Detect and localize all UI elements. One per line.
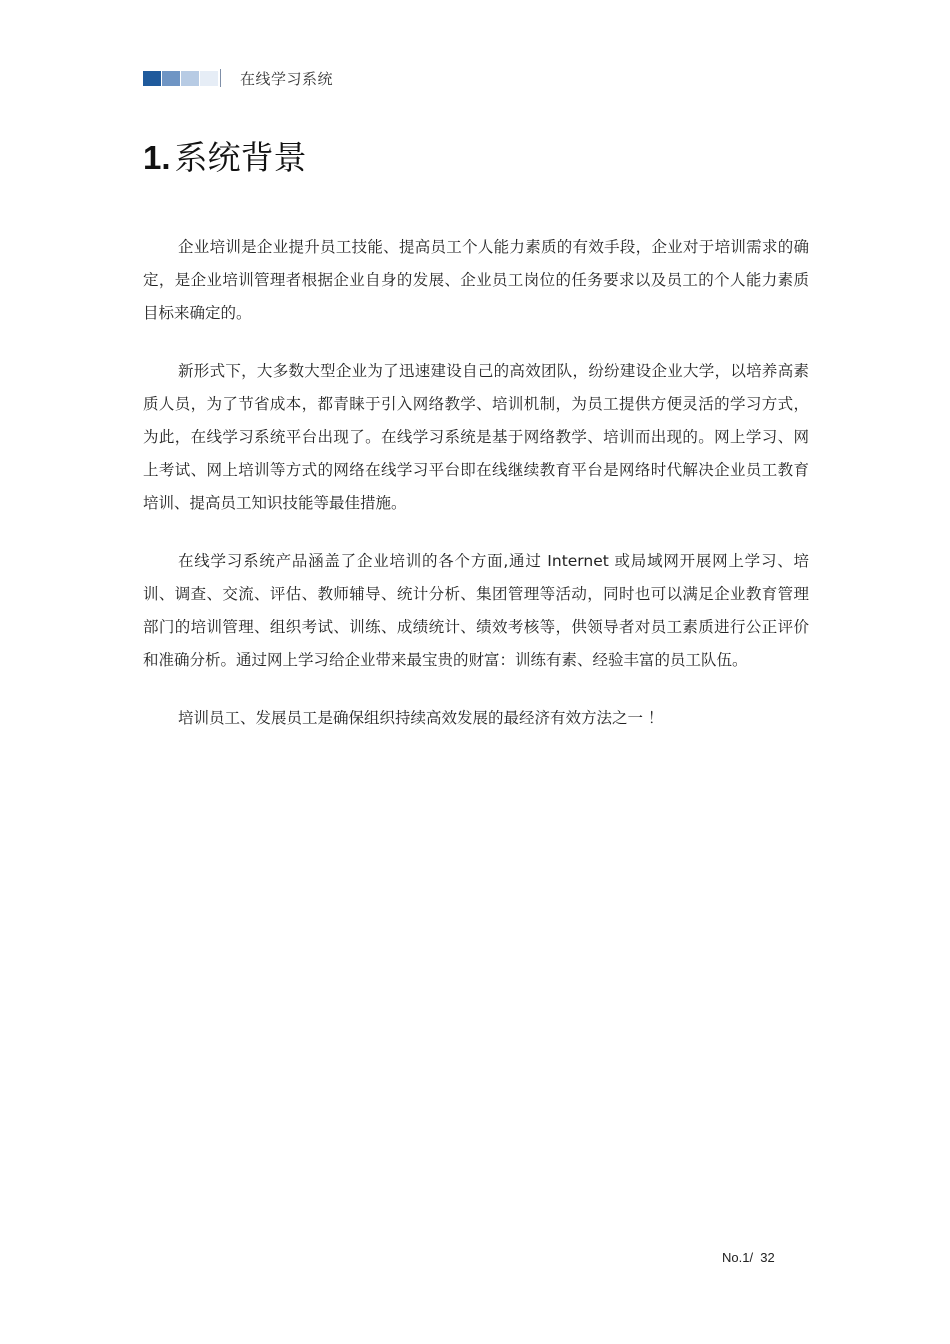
section-number: 1. [143,139,171,176]
paragraph: 在线学习系统产品涵盖了企业培训的各个方面,通过 Internet 或局域网开展网上学习、培训、调查、交流、评估、教师辅导、统计分析、集团管理等活动，同时也可以满足企业教育管理部门的培训管理、组织考试、训练、成绩统计、绩效考核等，供领导者对员工素质进行公正评价和准确分析。通过网上学习给企业带来最宝贵的财富：训练有素、经验丰富的员工队伍。 [143,552,809,669]
logo-block-1 [143,71,161,86]
page-header [143,66,333,90]
body-content [143,231,809,760]
paragraph: 培训员工、发展员工是确保组织持续高效发展的最经济有效方法之一 ！ [178,709,664,727]
logo-block-3 [181,71,199,86]
logo-divider [220,69,221,87]
header-logo-bar [143,69,221,87]
section-title: 系统背景 [174,138,307,177]
header-title: 在线学习系统 [240,69,334,88]
paragraph: 企业培训是企业提升员工技能、提高员工个人能力素质的有效手段，企业对于培训需求的确定，是企业培训管理者根据企业自身的发展、企业员工岗位的任务要求以及员工的个人能力素质目标来确定的。 [143,238,809,322]
page-number: No.1/ 32 [722,1250,775,1265]
logo-block-4 [200,71,218,86]
section-heading [143,136,307,180]
logo-block-2 [162,71,180,86]
paragraph: 新形式下，大多数大型企业为了迅速建设自己的高效团队，纷纷建设企业大学，以培养高素质人员，为了节省成本，都青睐于引入网络教学、培训机制，为员工提供方便灵活的学习方式，为此，在线学习系统平台出现了。在线学习系统是基于网络教学、培训而出现的。网上学习、网上考试、网上培训等方式的网络在线学习平台即在线继续教育平台是网络时代解决企业员工教育培训、提高员工知识技能等最佳措施。 [143,362,809,512]
